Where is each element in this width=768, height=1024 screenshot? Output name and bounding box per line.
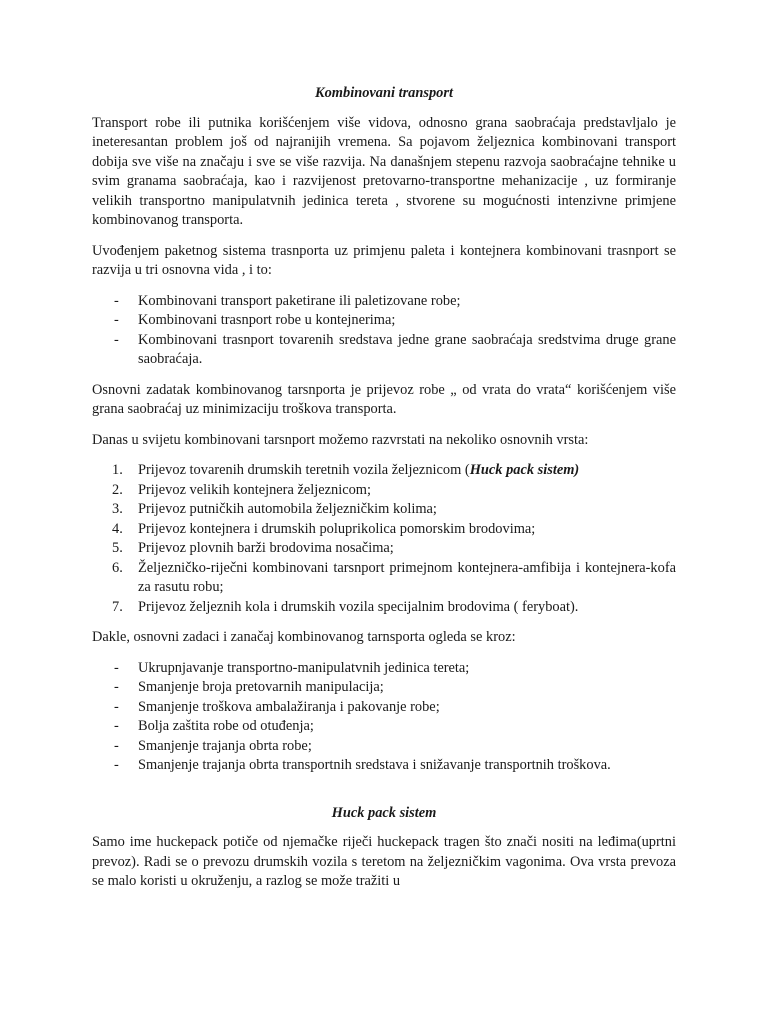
paragraph-huck-pack: Samo ime huckepack potiče od njemačke riječi huckepack tragen što znači nositi na leđima(uprtni prevoz). Radi se o prevozu drumskih vozila s teretom na željezničkim vagonima. Ova vrsta prevoza se malo koristi u okruženju, a razlog se može tražiti u [92,834,676,889]
list-item: - Bolja zaštita robe od otuđenja; [92,717,676,737]
list-marker: - [114,331,119,348]
paragraph-zadaci: Dakle, osnovni zadaci i zanačaj kombinovanog tarnsporta ogleda se kroz: [92,629,516,645]
paragraph-osnovni-zadatak: Osnovni zadatak kombinovanog tarsnporta je prijevoz robe „ od vrata do vrata“ korišćenjem više grana saobraćaj uz minimizaciju troškova transporta. [92,381,676,417]
list-marker: - [114,737,119,754]
list-item: 5. Prijevoz plovnih barži brodovima nosačima; [112,540,394,556]
emphasis-huck-pack: Huck pack sistem) [469,462,580,478]
list-marker: - [114,659,119,676]
list-marker: - [114,312,119,328]
list-item: - Smanjenje trajanja obrta transportnih sredstava i snižavanje transportnih troškova. [92,756,676,776]
list-item: - Smanjenje trajanja obrta robe; [92,737,676,757]
list-item: - Kombinovani trasnport robe u kontejnerima; [92,311,676,331]
list-item: - Kombinovani transport paketirane ili paletizovane robe; [92,292,676,312]
list-item: 3. Prijevoz putničkih automobila željezničkim kolima; [112,501,437,517]
list-item: - Smanjenje broja pretovarnih manipulacija; [92,678,676,698]
document-title: Kombinovani transport [315,85,453,101]
list-item: 7. Prijevoz željeznih kola i drumskih vozila specijalnim brodovima ( feryboat). [112,598,579,615]
list-item: - Ukrupnjavanje transportno-manipulatvnih jedinica tereta; [92,659,676,679]
list-vrste-transporta [92,461,676,617]
paragraph-vrste: Danas u svijetu kombinovani tarsnport možemo razvrstati na nekoliko osnovnih vrsta: [92,431,589,448]
list-item: 6. Željezničko-riječni kombinovani tarsnport primejnom kontejnera-amfibija i kontejnera-kofa za rasutu robu; [112,559,676,595]
list-marker: - [114,679,119,695]
paragraph-paket-sistem: Uvođenjem paketnog sistema trasnporta uz primjenu paleta i kontejnera kombinovani trasnport se razvija u tri osnovna vida , i to: [92,242,676,278]
list-marker: - [114,718,119,734]
list-osnovni-vidovi [92,292,676,370]
section-heading-huck-pack: Huck pack sistem [331,804,437,821]
paragraph-intro: Transport robe ili putnika korišćenjem više vidova, odnosno grana saobraćaja predstavljalo je ineteresantan problem još od najranijih vremena. Sa pojavom željeznica kombinovani transport dobija sve više na značaju i sve se više razvija. Na današnjem stepenu razvoja saobraćajne tehnike u svim granama saobraćaja, kao i razvijenost pretovarno-transportne mehanizacije , uz formiranje velikih transportno manipulatvnih jedinica tereta , stvorene su mogućnosti intenzivne primjene kombinovanog transporta. [92,114,676,228]
list-item: 4. Prijevoz kontejnera i drumskih poluprikolica pomorskim brodovima; [112,520,536,537]
list-marker: - [114,292,119,309]
list-zadaci [92,659,676,776]
list-item: 2. Prijevoz velikih kontejnera željeznicom; [112,481,371,498]
list-marker: - [114,698,119,715]
list-item: - Kombinovani trasnport tovarenih sredstava jedne grane saobraćaja sredstvima druge grane saobraćaja. [114,331,676,367]
list-item: 1. Prijevoz tovarenih drumskih teretnih vozila željeznicom (Huck pack sistem) [112,462,580,478]
list-item: - Smanjenje troškova ambalažiranja i pakovanje robe; [92,698,676,718]
list-marker: - [114,757,119,773]
